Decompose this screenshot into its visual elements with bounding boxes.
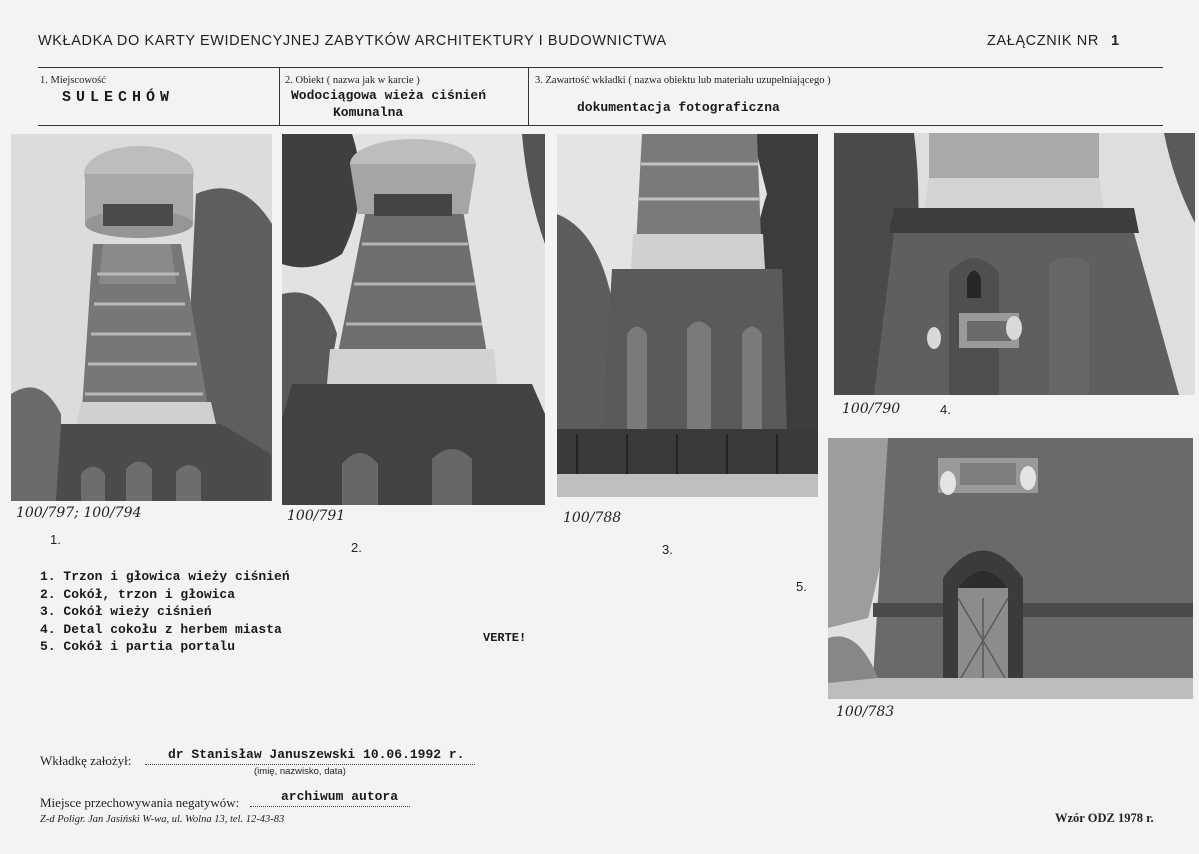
photo-1-number: 1. — [50, 532, 61, 547]
caption-item: 5. Cokół i partia portalu — [40, 639, 236, 654]
field-divider — [279, 67, 280, 125]
caption-item: 3. Cokół wieży ciśnień — [40, 604, 212, 619]
header-rule — [38, 67, 1163, 68]
photo-3-number: 3. — [662, 542, 673, 557]
tower-photo-image — [557, 134, 818, 497]
form-model: Wzór ODZ 1978 r. — [1055, 811, 1154, 825]
photo-3-ref: 100/788 — [563, 510, 622, 526]
verte-note: VERTE! — [483, 631, 527, 645]
photo-1-tower-shaft-and-head — [11, 134, 272, 501]
photo-3-tower-base — [557, 134, 818, 497]
caption-item: 2. Cokół, trzon i głowica — [40, 586, 236, 602]
locality-label: 1. Miejscowość — [40, 75, 106, 86]
fields-rule — [38, 125, 1163, 126]
content-value: dokumentacja fotograficzna — [577, 100, 780, 115]
storage-dotted-line — [250, 806, 410, 807]
photo-5-ref: 100/783 — [836, 704, 895, 720]
photo-captions — [40, 568, 290, 656]
annex-number: 1 — [1110, 33, 1120, 49]
photo-2-number: 2. — [351, 540, 362, 555]
card-title: WKŁADKA DO KARTY EWIDENCYJNEJ ZABYTKÓW ARCHITEKTURY I BUDOWNICTWA — [38, 33, 667, 49]
photo-4-number: 4. — [940, 402, 951, 417]
storage-value: archiwum autora — [281, 789, 399, 804]
photo-1-ref: 100/797; 100/794 — [16, 505, 142, 521]
caption-item: 1. Trzon i głowica wieży ciśnień — [40, 569, 290, 584]
founder-label: Wkładkę założył: — [40, 753, 132, 768]
founder-value: dr Stanisław Januszewski 10.06.1992 r. — [168, 747, 465, 762]
tower-photo-image — [11, 134, 272, 501]
founder-dotted-line — [145, 764, 475, 765]
photo-2-base-shaft-head — [282, 134, 545, 505]
printer-imprint: Z-d Poligr. Jan Jasiński W-wa, ul. Wolna 13, tel. 12-43-83 — [40, 814, 285, 825]
object-label: 2. Obiekt ( nazwa jak w karcie ) — [285, 75, 420, 86]
photo-5-number: 5. — [796, 579, 807, 594]
field-divider — [528, 67, 529, 125]
tower-photo-image — [834, 133, 1195, 395]
photo-4-ref: 100/790 — [842, 401, 901, 417]
annex-label: ZAŁĄCZNIK NR 1 — [987, 33, 1120, 49]
caption-item: 4. Detal cokołu z herbem miasta — [40, 621, 282, 637]
photo-5-base-and-portal — [828, 438, 1193, 699]
founder-hint: (imię, nazwisko, data) — [254, 766, 346, 777]
object-value-line1: Wodociągowa wieża ciśnień — [291, 88, 487, 103]
locality-value: SULECHÓW — [62, 89, 175, 106]
tower-photo-image — [282, 134, 545, 505]
object-value-line2: Komunalna — [333, 105, 404, 120]
content-label: 3. Zawartość wkładki ( nazwa obiektu lub materiału uzupełniającego ) — [535, 75, 831, 86]
storage-label: Miejsce przechowywania negatywów: — [40, 795, 240, 810]
tower-photo-image — [828, 438, 1193, 699]
photo-4-base-detail-coat-of-arms — [834, 133, 1195, 395]
photo-2-ref: 100/791 — [287, 508, 346, 524]
